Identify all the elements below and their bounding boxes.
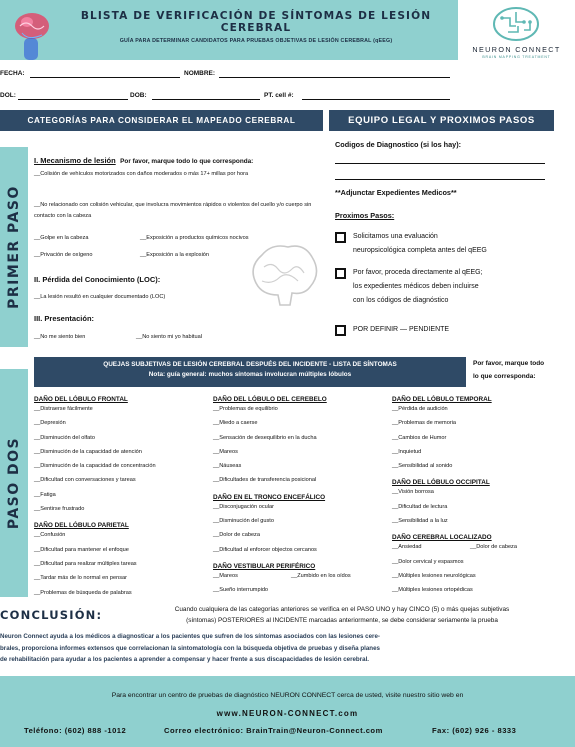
symptom-group-heading: DAÑO DEL LÓBULO TEMPORAL	[392, 396, 492, 403]
symptom-item[interactable]: __Náuseas	[213, 463, 242, 470]
symptom-group-heading: DAÑO VESTIBULAR PERIFÉRICO	[213, 562, 316, 570]
symptom-row	[34, 532, 212, 546]
symptom-item[interactable]: __Sensación de desequilibrio en la ducha	[213, 434, 317, 441]
mechanism-instructions: Por favor, marque todo lo que corresponda:	[120, 158, 254, 165]
symptom-row	[34, 547, 212, 561]
symptom-row	[34, 575, 212, 589]
option-neuropsych	[353, 230, 487, 258]
symptom-item[interactable]: __Confusión	[34, 532, 66, 539]
symptom-item[interactable]: __Sentirse frustrado	[34, 506, 85, 513]
symptom-row	[213, 587, 391, 601]
mechanism-item[interactable]: __Exposición a la explosión	[140, 252, 210, 258]
diagnostic-codes-line[interactable]	[335, 163, 545, 164]
symptom-row	[392, 420, 572, 434]
symptom-row	[34, 590, 212, 604]
symptom-row	[213, 532, 391, 546]
next-steps-label: Proximos Pasos:	[335, 211, 395, 220]
loc-item[interactable]: __La lesión resultó en cualquier documentado (LOC)	[34, 294, 166, 300]
label-pt-cell: PT. cell #:	[264, 92, 294, 99]
symptom-item[interactable]: __Disminución de la capacidad de concentración	[34, 463, 156, 470]
categories-header: CATEGORÍAS PARA CONSIDERAR EL MAPEADO CEREBRAL	[0, 110, 323, 131]
symptom-row	[34, 420, 212, 434]
presentation-item[interactable]: __No siento mi yo habitual	[136, 334, 202, 340]
field-dob[interactable]	[152, 99, 260, 100]
field-nombre[interactable]	[219, 77, 450, 78]
description-line: brales, proporciona informes extensos que correlacionan la sintomatología con la búsqueda objetiva de pruebas y diseña planes	[0, 644, 380, 652]
symptom-item[interactable]: __Dificultad de lectura	[392, 503, 448, 510]
symptom-item[interactable]: __Pérdida de audición	[392, 406, 448, 412]
symptom-group-heading: DAÑO DEL LÓBULO FRONTAL	[34, 396, 128, 403]
presentation-item[interactable]: __No me siento bien	[34, 334, 86, 340]
symptom-group-heading: DAÑO CEREBRAL LOCALIZADO	[392, 534, 492, 542]
conclusion-line: Cuando cualquiera de las categorías anteriores se verifica en el PASO UNO y hay CINCO (5) o más quejas subjetivas	[174, 606, 510, 613]
primer-paso-label: PRIMER PASO	[6, 185, 22, 309]
symptom-item[interactable]: __Cambios de Humor	[392, 434, 447, 441]
footer-website[interactable]: www.NEURON-CONNECT.com	[216, 709, 359, 718]
mechanism-heading: I. Mecanismo de lesión	[34, 156, 116, 165]
symptom-item[interactable]: __Fatiga	[34, 491, 56, 498]
symptom-group-heading: DAÑO EN EL TRONCO ENCEFÁLICO	[213, 493, 326, 501]
label-dol: DOL:	[0, 92, 16, 99]
symptom-row	[213, 547, 391, 561]
symptom-row	[392, 518, 572, 532]
symptom-item[interactable]: __Disminución de la capacidad de atención	[34, 448, 142, 455]
symptom-item[interactable]: __Dificultad para realizar múltiples tareas	[34, 560, 137, 567]
legal-header: EQUIPO LEGAL Y PROXIMOS PASOS	[329, 110, 554, 131]
option-text: Solicitamos una evaluación	[353, 233, 438, 240]
symptom-row	[34, 463, 212, 477]
option-text: con los códigos de diagnóstico	[353, 297, 449, 304]
option-text: neuropsicológica completa antes del qEEG	[353, 247, 487, 254]
field-fecha[interactable]	[30, 77, 180, 78]
symptom-column-3	[392, 396, 572, 604]
symptom-row	[213, 406, 391, 420]
page-title: BLISTA DE VERIFICACIÓN DE SÍNTOMAS DE LESIÓN CEREBRAL	[80, 10, 432, 34]
symptom-row	[213, 573, 391, 587]
brain-outline-icon	[242, 237, 322, 317]
description-line: de rehabilitación para ayudar a los pacientes a aprender a compensar y hacer frente a sus discapacidades de lesión cerebral.	[0, 656, 370, 663]
symptom-row	[213, 449, 391, 463]
symptom-row	[213, 477, 391, 491]
symptom-item[interactable]: __Dificultad con conversaciones y tareas	[34, 477, 136, 484]
field-dol[interactable]	[18, 99, 128, 100]
checkbox-neuropsych[interactable]	[335, 232, 346, 243]
symptom-item[interactable]: __Dificultad para mantener el enfoque	[34, 546, 129, 553]
symptom-item[interactable]: __Depresión	[34, 420, 66, 427]
symptom-row	[34, 477, 212, 491]
symptom-item[interactable]: __Sensibilidad al sonido	[392, 463, 453, 470]
symptom-column-2	[213, 396, 391, 604]
logo-name: NEURON CONNECT	[472, 45, 561, 54]
symptom-item[interactable]: __Sueño interrumpido	[213, 587, 269, 594]
symptom-item[interactable]: __Visión borrosa	[392, 489, 434, 496]
instr-line: Por favor, marque todo	[473, 360, 545, 367]
symptom-item[interactable]: __Sensibilidad a la luz	[392, 518, 448, 525]
symptoms-instructions	[473, 357, 575, 383]
conclusion-label: CONCLUSIÓN:	[0, 608, 103, 622]
symptom-row	[34, 506, 212, 520]
symptom-item[interactable]: __Distraerse fácilmente	[34, 406, 93, 412]
footer-email[interactable]: Correo electrónico: BrainTrain@Neuron-Connect.com	[164, 726, 383, 735]
symptom-item[interactable]: __Mareos	[213, 448, 238, 455]
symptom-row	[392, 435, 572, 449]
loc-heading: II. Pérdida del Conocimiento (LOC):	[34, 275, 161, 284]
label-fecha: FECHA:	[0, 70, 25, 77]
symptom-row	[34, 561, 212, 575]
neuron-description	[0, 631, 575, 666]
symptoms-note: Nota: guía general: muchos síntomas involucran múltiples lóbulos	[148, 371, 352, 378]
symptom-row	[34, 449, 212, 463]
symptom-row	[213, 518, 391, 532]
symptom-row	[392, 573, 572, 587]
symptom-row	[392, 406, 572, 420]
symptom-row	[392, 449, 572, 463]
mechanism-item[interactable]: __Privación de oxígeno	[34, 252, 93, 258]
page-subtitle: GUÍA PARA DETERMINAR CANDIDATOS PARA PRUEBAS OBJETIVAS DE LESIÓN CEREBRAL (qEEG)	[119, 38, 393, 44]
mechanism-item[interactable]: __Golpe en la cabeza	[34, 235, 89, 241]
paso-dos-label: PASO DOS	[6, 436, 22, 530]
symptom-item[interactable]: __Dolor de cabeza	[470, 544, 517, 551]
symptom-row	[213, 420, 391, 434]
symptom-item[interactable]: __Problemas de búsqueda de palabras	[34, 589, 132, 596]
symptom-item[interactable]: __Mareos	[213, 572, 238, 579]
conclusion-text	[112, 604, 572, 626]
attach-records-label: **Adjunctar Expedientes Medicos**	[335, 188, 457, 197]
neuron-logo-icon	[458, 0, 575, 46]
symptom-row	[392, 544, 572, 558]
symptom-item[interactable]: __Dificultades de transferencia posicional	[213, 477, 317, 484]
primer-paso-band	[0, 147, 28, 347]
symptom-row	[34, 435, 212, 449]
symptom-row	[213, 463, 391, 477]
symptom-item[interactable]: __Problemas de equilibrio	[213, 406, 278, 412]
symptom-item[interactable]: __Miedo a caerse	[213, 420, 258, 427]
symptom-row	[392, 463, 572, 477]
checkbox-qeeg[interactable]	[335, 268, 346, 279]
symptom-group-heading: DAÑO DEL LÓBULO DEL CEREBELO	[213, 396, 327, 403]
conclusion-section	[0, 604, 575, 676]
symptom-row	[213, 435, 391, 449]
symptom-item[interactable]: __Dificultad al enforcer objectos cercanos	[213, 546, 317, 553]
footer	[0, 676, 575, 747]
diagnostic-codes-label: Codigos de Diagnostico (si los hay):	[335, 140, 462, 149]
diagnostic-codes-line[interactable]	[335, 179, 545, 180]
symptom-item[interactable]: __Inquietud	[392, 448, 422, 455]
symptom-row	[392, 587, 572, 601]
footer-phone: Teléfono: (602) 888 -1012	[24, 726, 127, 735]
checkbox-pending[interactable]	[335, 325, 346, 336]
symptom-row	[34, 406, 212, 420]
footer-text: Para encontrar un centro de pruebas de diagnóstico NEURON CONNECT cerca de usted, visite nuestro sitio web en	[111, 692, 464, 699]
symptom-item[interactable]: __Disconjugación ocular	[213, 503, 274, 510]
instr-line: lo que corresponda:	[473, 373, 536, 380]
symptom-item[interactable]: __Dolor de cabeza	[213, 532, 260, 539]
footer-fax: Fax: (602) 926 - 8333	[432, 726, 517, 735]
option-text: los expedientes médicos deben incluirse	[353, 283, 479, 290]
symptoms-bar	[34, 357, 466, 387]
symptom-item[interactable]: __Tardar más de lo normal en pensar	[34, 575, 127, 582]
presentation-heading: III. Presentación:	[34, 314, 95, 323]
paso-dos-band	[0, 369, 28, 597]
conclusion-line: (síntomas) POSTERIORES al INCIDENTE marcadas anteriormente, se debe considerar seriamente la prueba	[186, 617, 498, 624]
mechanism-item[interactable]: __No relacionado con colisión vehicular, que involucra movimientos rápidos o violentos del cuello y/o cuerpo sin contacto con la cabeza	[34, 202, 312, 219]
brain-image	[0, 0, 62, 60]
symptom-group-heading: DAÑO DEL LÓBULO PARIETAL	[34, 522, 129, 530]
symptom-row	[392, 504, 572, 518]
symptom-item[interactable]: __Múltiples lesiones ortopédicas	[392, 587, 473, 594]
symptom-row	[34, 492, 212, 506]
symptom-row	[213, 504, 391, 518]
symptom-item[interactable]: __Múltiples lesiones neurológicas	[392, 572, 476, 579]
symptom-item[interactable]: __Disminución del gusto	[213, 518, 274, 525]
symptom-item[interactable]: __Zumbido en los oídos	[291, 572, 351, 579]
brain-icon	[0, 0, 62, 60]
logo-tagline: BRAIN MAPPING TREATMENT	[482, 55, 551, 59]
mechanism-item[interactable]: __Exposición a productos químicos nocivos	[140, 235, 249, 241]
symptoms-title: QUEJAS SUBJETIVAS DE LESIÓN CEREBRAL DESPUÉS DEL INCIDENTE - LISTA DE SÍNTOMAS	[103, 361, 397, 368]
symptom-item[interactable]: __Dolor cervical y espasmos	[392, 558, 464, 565]
label-nombre: NOMBRE:	[184, 70, 216, 77]
option-text: Por favor, proceda directamente al qEEG;	[353, 269, 483, 276]
symptom-row	[392, 559, 572, 573]
description-line: Neuron Connect ayuda a los médicos a diagnosticar a los pacientes que sufren de los síntomas asociados con las lesiones cere-	[0, 633, 380, 640]
symptom-item[interactable]: __Ansiedad	[392, 544, 422, 551]
field-pt-cell[interactable]	[302, 99, 450, 100]
option-qeeg	[353, 266, 483, 308]
mechanism-item[interactable]: __Colisión de vehículos motorizados con daños moderados o más 17+ millas por hora	[34, 171, 249, 177]
symptom-item[interactable]: __Disminución del olfato	[34, 434, 95, 441]
option-pending: POR DEFINIR — PENDIENTE	[353, 326, 450, 333]
symptom-item[interactable]: __Problemas de memoria	[392, 420, 457, 427]
symptom-column-1	[34, 396, 212, 606]
symptom-row	[392, 489, 572, 503]
symptom-group-heading: DAÑO DEL LÓBULO OCCIPITAL	[392, 479, 490, 487]
mechanism-section	[34, 150, 324, 168]
label-dob: DOB:	[130, 92, 147, 99]
